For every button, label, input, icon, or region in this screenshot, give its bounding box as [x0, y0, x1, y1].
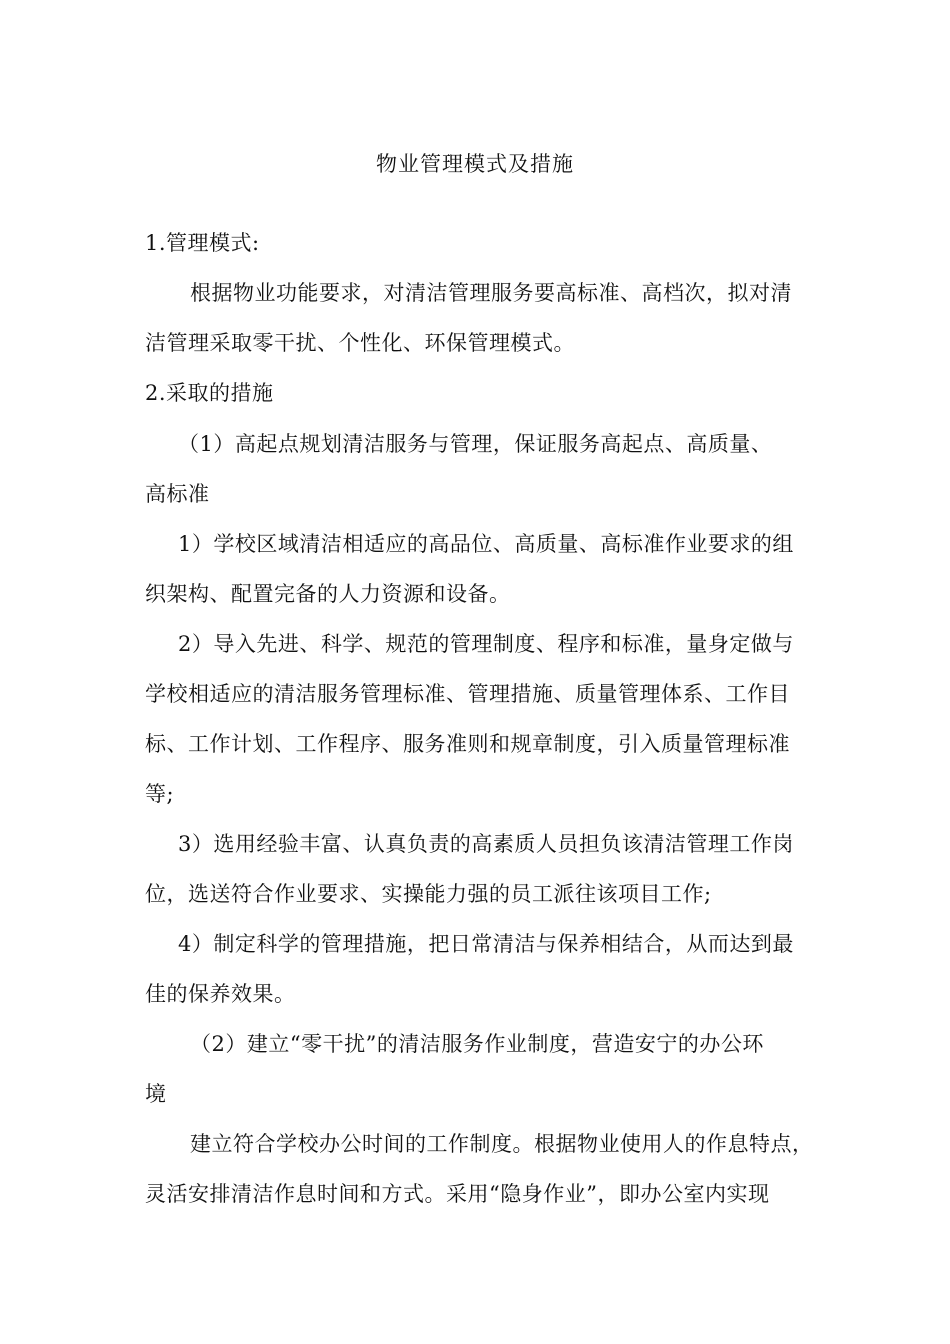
paragraph-line: 等;	[145, 782, 175, 806]
subsection-heading-2: （2）建立“零干扰”的清洁服务作业制度，营造安宁的办公环	[190, 1032, 764, 1056]
list-item-1: 1）学校区域清洁相适应的高品位、高质量、高标准作业要求的组	[178, 532, 794, 556]
section-heading-2: 2.采取的措施	[145, 381, 274, 405]
paragraph-line: 佳的保养效果。	[145, 982, 296, 1006]
section-heading-1: 1.管理模式:	[145, 231, 260, 255]
document-title: 物业管理模式及措施	[376, 152, 574, 176]
paragraph-line: 灵活安排清洁作息时间和方式。采用“隐身作业”，即办公室内实现	[145, 1182, 770, 1206]
paragraph-line: 织架构、配置完备的人力资源和设备。	[145, 582, 511, 606]
list-item-2: 2）导入先进、科学、规范的管理制度、程序和标准，量身定做与	[178, 632, 794, 656]
list-item-3: 3）选用经验丰富、认真负责的高素质人员担负该清洁管理工作岗	[178, 832, 794, 856]
paragraph-line: 学校相适应的清洁服务管理标准、管理措施、质量管理体系、工作目	[145, 682, 790, 706]
subsection-heading-1: （1）高起点规划清洁服务与管理，保证服务高起点、高质量、	[178, 432, 773, 456]
paragraph-line: 根据物业功能要求，对清洁管理服务要高标准、高档次，拟对清	[190, 281, 792, 305]
paragraph-line: 高标准	[145, 482, 210, 506]
paragraph-line: 建立符合学校办公时间的工作制度。根据物业使用人的作息特点，	[190, 1132, 814, 1156]
paragraph-line: 位，选送符合作业要求、实操能力强的员工派往该项目工作;	[145, 882, 712, 906]
paragraph-line: 标、工作计划、工作程序、服务准则和规章制度，引入质量管理标准	[145, 732, 790, 756]
paragraph-line: 境	[145, 1082, 167, 1106]
paragraph-line: 洁管理采取零干扰、个性化、环保管理模式。	[145, 331, 575, 355]
list-item-4: 4）制定科学的管理措施，把日常清洁与保养相结合，从而达到最	[178, 932, 794, 956]
